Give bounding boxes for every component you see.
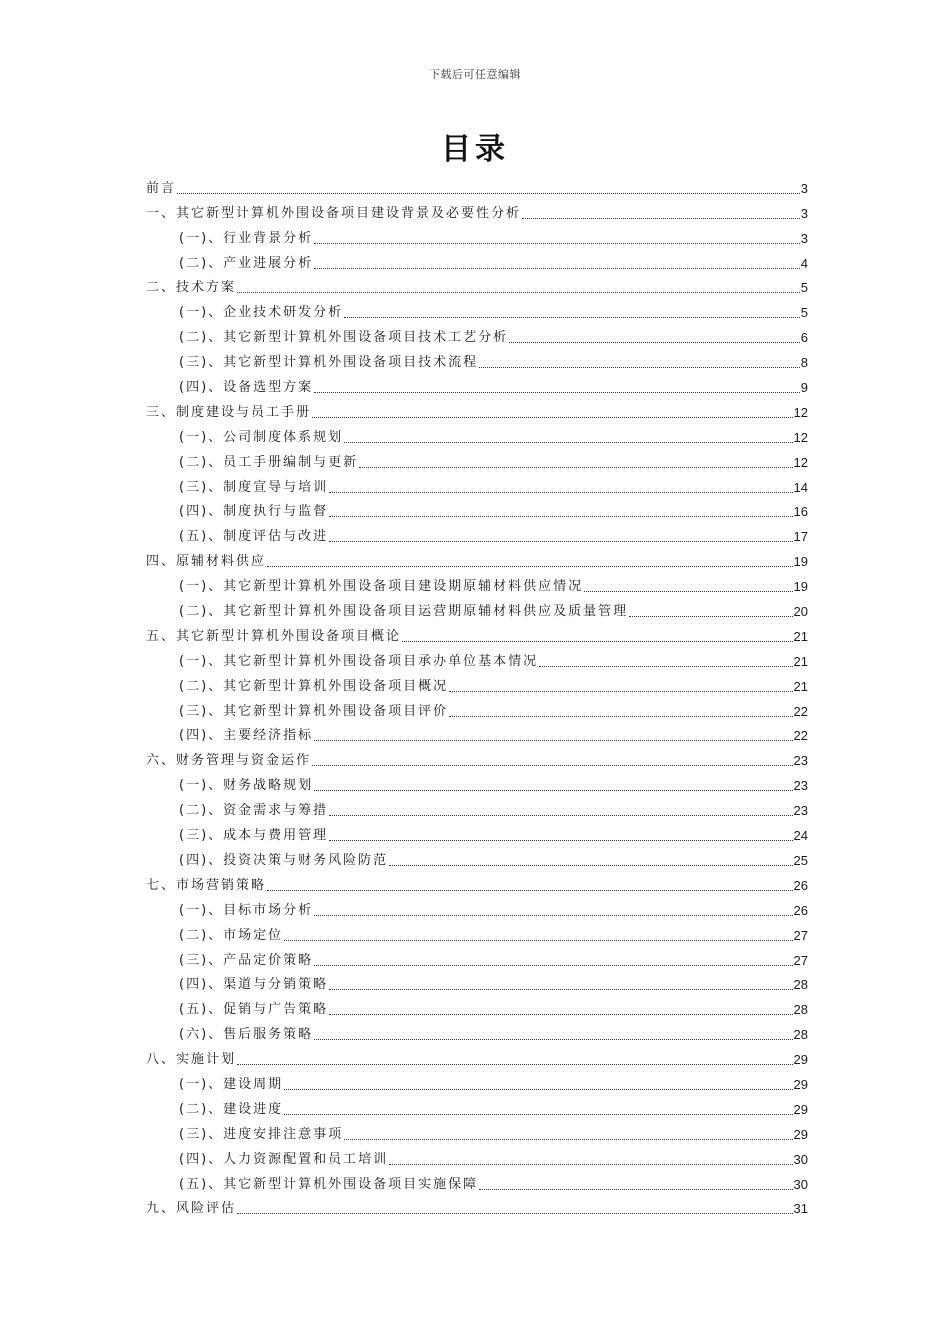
dot-leader bbox=[629, 616, 792, 617]
toc-entry-page-number: 29 bbox=[793, 1052, 808, 1068]
toc-entry-page-number: 31 bbox=[793, 1201, 808, 1217]
dot-leader bbox=[267, 890, 793, 891]
toc-entry[interactable] bbox=[146, 996, 808, 1021]
toc-entry-page-number: 19 bbox=[793, 554, 808, 570]
toc-entry-label: (六)、售后服务策略 bbox=[179, 1027, 314, 1043]
toc-entry-page-number: 27 bbox=[793, 952, 808, 968]
toc-entry-page-number: 12 bbox=[793, 404, 808, 420]
toc-entry-label: (五)、制度评估与改进 bbox=[179, 529, 329, 545]
toc-entry-label: (三)、其它新型计算机外围设备项目评价 bbox=[179, 703, 449, 719]
dot-leader bbox=[237, 1213, 793, 1214]
toc-entry-page-number: 12 bbox=[793, 454, 808, 470]
toc-entry-page-number: 9 bbox=[800, 380, 808, 396]
toc-entry-page-number: 26 bbox=[793, 877, 808, 893]
toc-entry-page-number: 5 bbox=[800, 305, 808, 321]
toc-entry-label: 一、其它新型计算机外围设备项目建设背景及必要性分析 bbox=[146, 205, 522, 221]
toc-entry-page-number: 16 bbox=[793, 504, 808, 520]
dot-leader bbox=[329, 840, 792, 841]
toc-entry-page-number: 8 bbox=[800, 355, 808, 371]
dot-leader bbox=[312, 765, 793, 766]
dot-leader bbox=[329, 1014, 792, 1015]
toc-entry-label: (三)、成本与费用管理 bbox=[179, 828, 329, 844]
dot-leader bbox=[344, 1139, 792, 1140]
toc-entry[interactable] bbox=[146, 1096, 808, 1121]
dot-leader bbox=[344, 442, 792, 443]
toc-entry-page-number: 21 bbox=[793, 653, 808, 669]
toc-entry-label: 七、市场营销策略 bbox=[146, 877, 267, 893]
toc-entry-page-number: 28 bbox=[793, 1027, 808, 1043]
dot-leader bbox=[389, 1164, 792, 1165]
dot-leader bbox=[284, 940, 792, 941]
toc-entry[interactable] bbox=[146, 474, 808, 499]
dot-leader bbox=[329, 989, 792, 990]
toc-entry-page-number: 5 bbox=[800, 280, 808, 296]
toc-entry-page-number: 21 bbox=[793, 678, 808, 694]
toc-entry-label: 三、制度建设与员工手册 bbox=[146, 404, 312, 420]
toc-entry-label: 八、实施计划 bbox=[146, 1052, 237, 1068]
toc-entry[interactable] bbox=[146, 175, 808, 200]
dot-leader bbox=[344, 317, 800, 318]
dot-leader bbox=[359, 467, 792, 468]
toc-entry[interactable] bbox=[146, 648, 808, 673]
dot-leader bbox=[539, 666, 792, 667]
toc-entry[interactable] bbox=[146, 822, 808, 847]
toc-entry[interactable] bbox=[146, 548, 808, 573]
toc-entry-label: (四)、渠道与分销策略 bbox=[179, 977, 329, 993]
toc-entry[interactable] bbox=[146, 374, 808, 399]
dot-leader bbox=[449, 716, 792, 717]
toc-entry-label: (三)、进度安排注意事项 bbox=[179, 1126, 344, 1142]
toc-entry[interactable] bbox=[146, 299, 808, 324]
toc-entry-label: (二)、员工手册编制与更新 bbox=[179, 454, 359, 470]
toc-entry[interactable] bbox=[146, 1121, 808, 1146]
toc-entry[interactable] bbox=[146, 1196, 808, 1221]
toc-entry-page-number: 14 bbox=[793, 479, 808, 495]
dot-leader bbox=[314, 790, 792, 791]
toc-entry-label: (二)、资金需求与筹措 bbox=[179, 803, 329, 819]
toc-entry[interactable] bbox=[146, 399, 808, 424]
toc-entry-page-number: 23 bbox=[793, 803, 808, 819]
toc-entry-page-number: 23 bbox=[793, 778, 808, 794]
toc-entry-page-number: 19 bbox=[793, 579, 808, 595]
toc-entry[interactable] bbox=[146, 1146, 808, 1171]
toc-entry[interactable] bbox=[146, 499, 808, 524]
toc-entry[interactable] bbox=[146, 200, 808, 225]
toc-entry[interactable] bbox=[146, 947, 808, 972]
toc-entry[interactable] bbox=[146, 673, 808, 698]
toc-entry-page-number: 3 bbox=[800, 205, 808, 221]
dot-leader bbox=[237, 292, 800, 293]
page-header-note: 下载后可任意编辑 bbox=[429, 68, 521, 81]
toc-entry-label: (二)、其它新型计算机外围设备项目运营期原辅材料供应及质量管理 bbox=[179, 604, 629, 620]
dot-leader bbox=[314, 915, 792, 916]
toc-entry-label: 二、技术方案 bbox=[146, 280, 237, 296]
toc-entry-page-number: 25 bbox=[793, 852, 808, 868]
toc-entry[interactable] bbox=[146, 972, 808, 997]
toc-entry[interactable] bbox=[146, 623, 808, 648]
toc-entry-label: 九、风险评估 bbox=[146, 1201, 237, 1217]
dot-leader bbox=[284, 1089, 792, 1090]
toc-entry-label: (二)、市场定位 bbox=[179, 927, 284, 943]
toc-entry-page-number: 28 bbox=[793, 977, 808, 993]
dot-leader bbox=[329, 815, 792, 816]
toc-entry-page-number: 22 bbox=[793, 703, 808, 719]
toc-entry[interactable] bbox=[146, 523, 808, 548]
toc-entry[interactable] bbox=[146, 275, 808, 300]
toc-entry-page-number: 24 bbox=[793, 828, 808, 844]
toc-entry-label: (一)、行业背景分析 bbox=[179, 230, 314, 246]
toc-entry[interactable] bbox=[146, 349, 808, 374]
toc-entry-page-number: 23 bbox=[793, 753, 808, 769]
toc-entry[interactable] bbox=[146, 922, 808, 947]
toc-entry-page-number: 27 bbox=[793, 927, 808, 943]
toc-entry-page-number: 4 bbox=[800, 255, 808, 271]
toc-title: 目录 bbox=[441, 132, 509, 167]
dot-leader bbox=[449, 691, 792, 692]
toc-entry-page-number: 20 bbox=[793, 604, 808, 620]
dot-leader bbox=[402, 641, 793, 642]
dot-leader bbox=[329, 516, 792, 517]
toc-entry-page-number: 6 bbox=[800, 330, 808, 346]
toc-entry-page-number: 3 bbox=[800, 230, 808, 246]
toc-entry-page-number: 22 bbox=[793, 728, 808, 744]
toc-entry-label: (二)、产业进展分析 bbox=[179, 255, 314, 271]
toc-entry-page-number: 30 bbox=[793, 1176, 808, 1192]
toc-entry-label: (四)、设备选型方案 bbox=[179, 380, 314, 396]
toc-entry-page-number: 3 bbox=[800, 180, 808, 196]
toc-entry-label: (五)、其它新型计算机外围设备项目实施保障 bbox=[179, 1176, 479, 1192]
toc-entry-label: (二)、建设进度 bbox=[179, 1101, 284, 1117]
dot-leader bbox=[312, 417, 793, 418]
toc-entry-label: (二)、其它新型计算机外围设备项目概况 bbox=[179, 678, 449, 694]
dot-leader bbox=[522, 218, 800, 219]
toc-entry-label: (一)、公司制度体系规划 bbox=[179, 429, 344, 445]
toc-entry-label: (四)、投资决策与财务风险防范 bbox=[179, 852, 389, 868]
dot-leader bbox=[314, 1039, 792, 1040]
toc-entry-page-number: 12 bbox=[793, 429, 808, 445]
toc-entry[interactable] bbox=[146, 250, 808, 275]
toc-entry[interactable] bbox=[146, 1071, 808, 1096]
dot-leader bbox=[267, 566, 793, 567]
toc-entry[interactable] bbox=[146, 1046, 808, 1071]
toc-entry[interactable] bbox=[146, 449, 808, 474]
toc-entry-label: (一)、财务战略规划 bbox=[179, 778, 314, 794]
dot-leader bbox=[329, 492, 792, 493]
dot-leader bbox=[389, 865, 792, 866]
toc-entry-label: (四)、主要经济指标 bbox=[179, 728, 314, 744]
toc-entry[interactable] bbox=[146, 872, 808, 897]
toc-entry-label: (四)、制度执行与监督 bbox=[179, 504, 329, 520]
dot-leader bbox=[237, 1064, 793, 1065]
table-of-contents bbox=[146, 175, 808, 1220]
dot-leader bbox=[314, 740, 792, 741]
dot-leader bbox=[584, 591, 792, 592]
dot-leader bbox=[314, 268, 800, 269]
toc-entry[interactable] bbox=[146, 573, 808, 598]
toc-entry[interactable] bbox=[146, 747, 808, 772]
toc-entry-label: (二)、其它新型计算机外围设备项目技术工艺分析 bbox=[179, 330, 509, 346]
toc-entry-page-number: 17 bbox=[793, 529, 808, 545]
toc-entry[interactable] bbox=[146, 772, 808, 797]
dot-leader bbox=[314, 965, 792, 966]
toc-entry[interactable] bbox=[146, 897, 808, 922]
toc-entry[interactable] bbox=[146, 1021, 808, 1046]
toc-entry[interactable] bbox=[146, 598, 808, 623]
toc-entry-page-number: 28 bbox=[793, 1002, 808, 1018]
toc-entry-label: 五、其它新型计算机外围设备项目概论 bbox=[146, 628, 402, 644]
dot-leader bbox=[177, 193, 800, 194]
toc-entry[interactable] bbox=[146, 424, 808, 449]
toc-entry-label: 前言 bbox=[146, 180, 177, 196]
toc-entry-label: (三)、其它新型计算机外围设备项目技术流程 bbox=[179, 355, 479, 371]
toc-entry-label: (四)、人力资源配置和员工培训 bbox=[179, 1151, 389, 1167]
toc-entry-label: 六、财务管理与资金运作 bbox=[146, 753, 312, 769]
toc-entry-label: (一)、其它新型计算机外围设备项目建设期原辅材料供应情况 bbox=[179, 579, 584, 595]
toc-entry[interactable] bbox=[146, 723, 808, 748]
dot-leader bbox=[314, 243, 800, 244]
toc-entry-page-number: 21 bbox=[793, 628, 808, 644]
toc-entry-page-number: 29 bbox=[793, 1076, 808, 1092]
toc-entry-label: (一)、目标市场分析 bbox=[179, 902, 314, 918]
toc-entry-label: 四、原辅材料供应 bbox=[146, 554, 267, 570]
toc-entry[interactable] bbox=[146, 1171, 808, 1196]
dot-leader bbox=[284, 1114, 792, 1115]
dot-leader bbox=[479, 1189, 792, 1190]
dot-leader bbox=[509, 342, 800, 343]
dot-leader bbox=[479, 367, 800, 368]
toc-entry-page-number: 29 bbox=[793, 1126, 808, 1142]
toc-entry-page-number: 30 bbox=[793, 1151, 808, 1167]
toc-entry[interactable] bbox=[146, 797, 808, 822]
toc-entry[interactable] bbox=[146, 847, 808, 872]
toc-entry[interactable] bbox=[146, 698, 808, 723]
toc-entry-page-number: 26 bbox=[793, 902, 808, 918]
toc-entry-label: (一)、企业技术研发分析 bbox=[179, 305, 344, 321]
toc-entry-label: (三)、产品定价策略 bbox=[179, 952, 314, 968]
toc-entry-label: (五)、促销与广告策略 bbox=[179, 1002, 329, 1018]
toc-entry-label: (三)、制度宣导与培训 bbox=[179, 479, 329, 495]
dot-leader bbox=[329, 541, 792, 542]
toc-entry-label: (一)、建设周期 bbox=[179, 1076, 284, 1092]
toc-entry-label: (一)、其它新型计算机外围设备项目承办单位基本情况 bbox=[179, 653, 539, 669]
toc-entry[interactable] bbox=[146, 225, 808, 250]
dot-leader bbox=[314, 392, 800, 393]
toc-entry-page-number: 29 bbox=[793, 1101, 808, 1117]
toc-entry[interactable] bbox=[146, 324, 808, 349]
